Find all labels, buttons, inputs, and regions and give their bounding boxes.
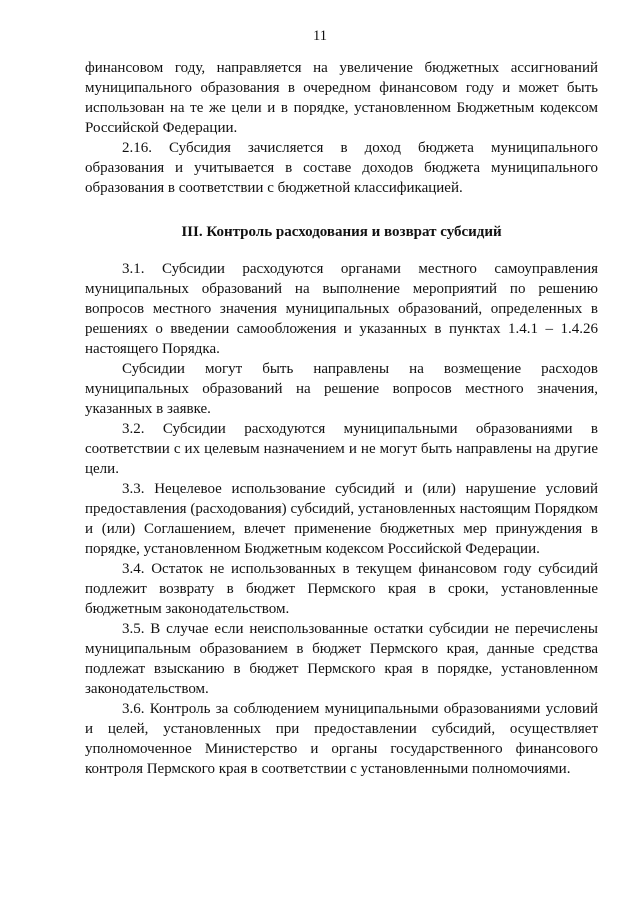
page-number: 11 [313, 28, 327, 44]
paragraph-3-6: 3.6. Контроль за соблюдением муниципальными образованиями условий и целей, установленных при предоставлении субсидий, осуществляет уполномоченное Министерство и органы государственного финансового контроля Пермского края в соответствии с установленными полномочиями. [85, 701, 598, 777]
paragraph-3-3: 3.3. Нецелевое использование субсидий и (или) нарушение условий предоставления (расходования) субсидий, установленных настоящим Порядком и (или) Соглашением, влечет применение бюджетных мер принуждения в порядке, установленном Бюджетным кодексом Российской Федерации. [85, 481, 598, 557]
section-heading: III. Контроль расходования и возврат субсидий [181, 224, 502, 240]
paragraph-3-4: 3.4. Остаток не использованных в текущем финансовом году субсидий подлежит возврату в бюджет Пермского края в сроки, установленные бюджетным законодательством. [85, 561, 598, 617]
paragraph-3-2: 3.2. Субсидии расходуются муниципальными образованиями в соответствии с их целевым назначением и не могут быть направлены на другие цели. [85, 421, 598, 477]
paragraph-3-5: 3.5. В случае если неиспользованные остатки субсидии не перечислены муниципальным образованием в бюджет Пермского края, данные средства подлежат взысканию в бюджет Пермского края в порядке, установленном законодательством. [85, 621, 598, 697]
document-body [85, 58, 598, 779]
paragraph-3-1: 3.1. Субсидии расходуются органами местного самоуправления муниципальных образований на выполнение мероприятий по решению вопросов местного значения муниципальных образований, определенных в решениях о введении самообложения и указанных в пунктах 1.4.1 – 1.4.26 настоящего Порядка. [85, 261, 598, 357]
paragraph-continuation: финансовом году, направляется на увеличение бюджетных ассигнований муниципального образования в очередном финансовом году и может быть использован на те же цели и в порядке, установленном Бюджетным кодексом Российской Федерации. [85, 60, 598, 136]
paragraph-3-1-subsidies: Субсидии могут быть направлены на возмещение расходов муниципальных образований на решение вопросов местного значения, указанных в заявке. [85, 361, 598, 417]
paragraph-2-16: 2.16. Субсидия зачисляется в доход бюджета муниципального образования и учитывается в составе доходов бюджета муниципального образования в соответствии с бюджетной классификацией. [85, 140, 598, 196]
